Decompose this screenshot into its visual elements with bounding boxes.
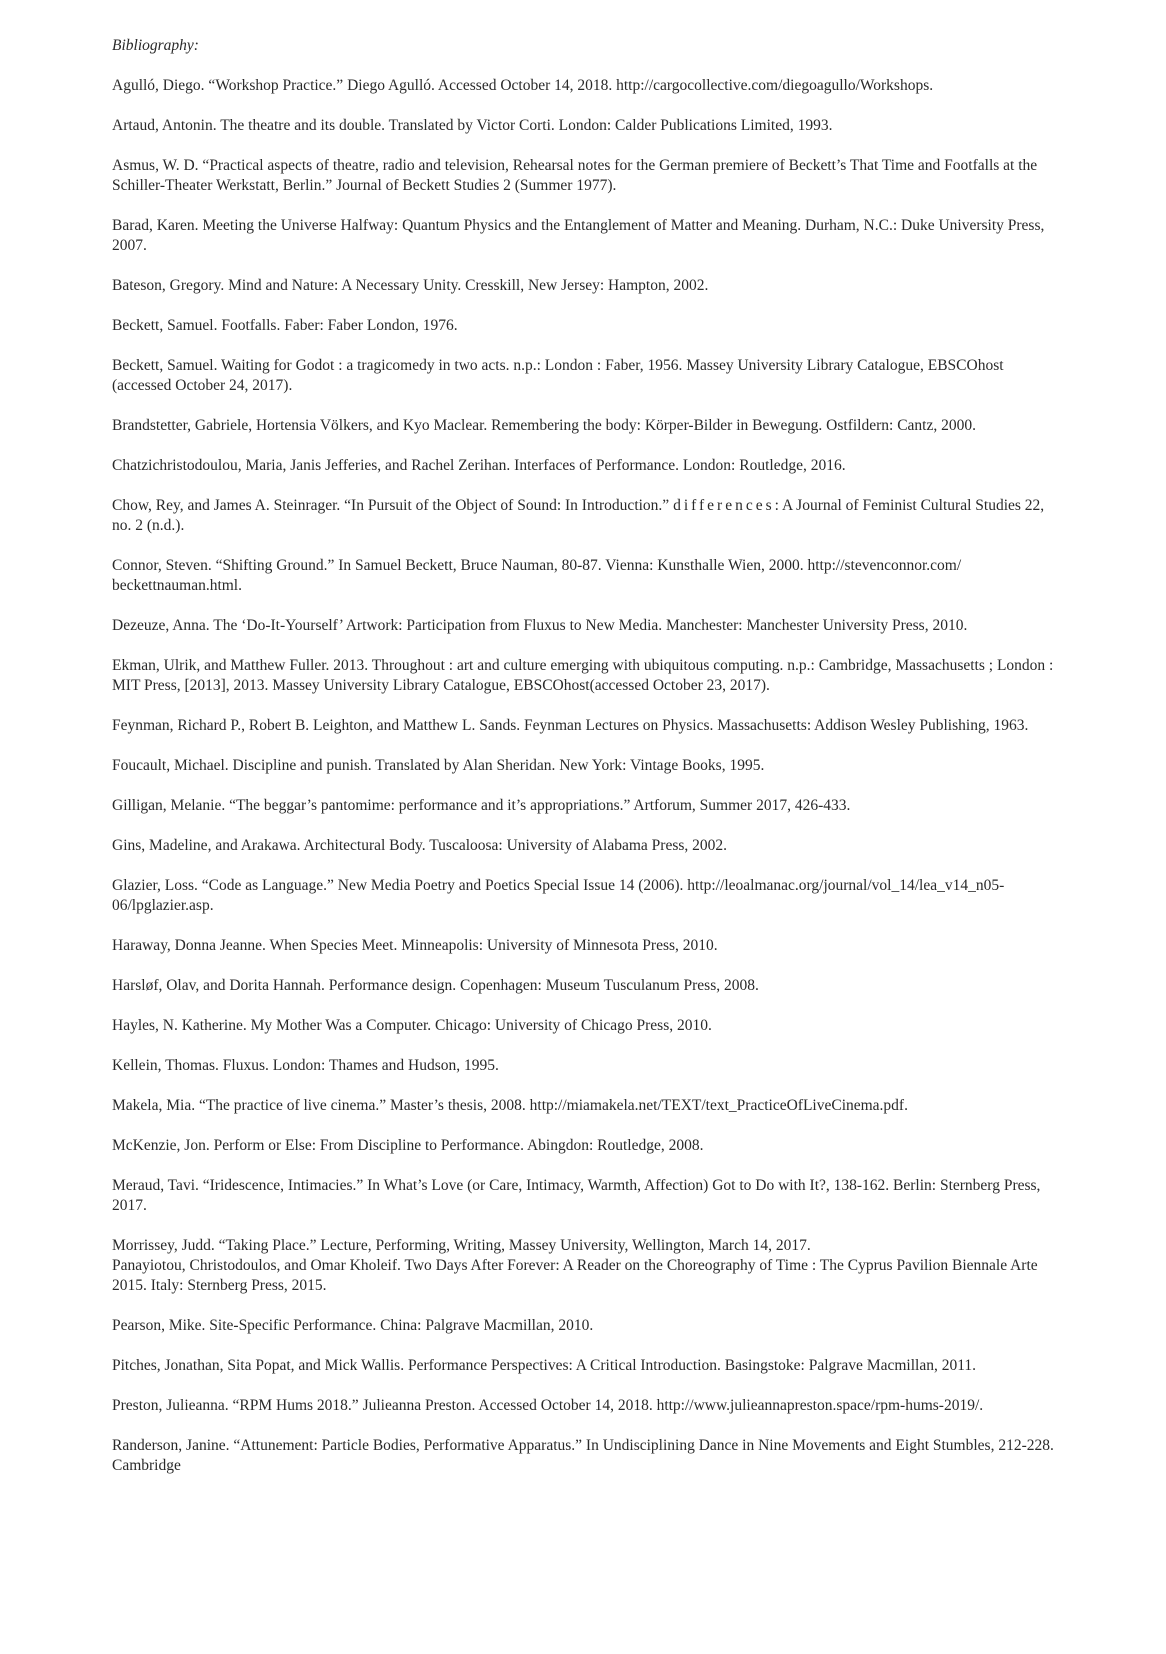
bibliography-entry: Agulló, Diego. “Workshop Practice.” Diego Agulló. Accessed October 14, 2018. http://cargocollective.com/diegoagullo/Workshops. bbox=[112, 77, 934, 94]
bibliography-entry: Glazier, Loss. “Code as Language.” New Media Poetry and Poetics Special Issue 14 (2006). http://leoalmanac.org/journal/vol_14/lea_v14_n05-06/lpglazier.asp. bbox=[112, 877, 1005, 914]
bibliography-entry: Feynman, Richard P., Robert B. Leighton, and Matthew L. Sands. Feynman Lectures on Physics. Massachusetts: Addison Wesley Publishing, 1963. bbox=[112, 717, 1029, 734]
bibliography-entry: Pearson, Mike. Site-Specific Performance. China: Palgrave Macmillan, 2010. bbox=[112, 1317, 594, 1334]
bibliography-heading: Bibliography: bbox=[112, 37, 199, 54]
bibliography-entry: Artaud, Antonin. The theatre and its double. Translated by Victor Corti. London: Calder Publications Limited, 1993. bbox=[112, 117, 833, 134]
bibliography-entry: McKenzie, Jon. Perform or Else: From Discipline to Performance. Abingdon: Routledge, 2008. bbox=[112, 1137, 704, 1154]
bibliography-entry: Chatzichristodoulou, Maria, Janis Jefferies, and Rachel Zerihan. Interfaces of Performance. London: Routledge, 2016. bbox=[112, 457, 846, 474]
bibliography-entry-chow bbox=[112, 496, 1062, 536]
bibliography-entry: Brandstetter, Gabriele, Hortensia Völkers, and Kyo Maclear. Remembering the body: Körper-Bilder in Bewegung. Ostfildern: Cantz, 2000. bbox=[112, 417, 976, 434]
bibliography-entry: Gins, Madeline, and Arakawa. Architectural Body. Tuscaloosa: University of Alabama Press, 2002. bbox=[112, 837, 728, 854]
bibliography-entry: Panayiotou, Christodoulos, and Omar Kholeif. Two Days After Forever: A Reader on the Choreography of Time : The Cyprus Pavilion Biennale Arte 2015. Italy: Sternberg Press, 2015. bbox=[112, 1257, 1038, 1294]
bibliography-entry: Kellein, Thomas. Fluxus. London: Thames and Hudson, 1995. bbox=[112, 1057, 499, 1074]
entry-text: Chow, Rey, and James A. Steinrager. “In Pursuit of the Object of Sound: In Introduction.” bbox=[112, 497, 674, 514]
bibliography-page bbox=[112, 36, 1062, 1496]
bibliography-entry: Preston, Julieanna. “RPM Hums 2018.” Julieanna Preston. Accessed October 14, 2018. http://www.julieannapreston.space/rpm-hums-2019/. bbox=[112, 1397, 984, 1414]
journal-title-spaced: differences bbox=[673, 497, 775, 514]
bibliography-entry: Randerson, Janine. “Attunement: Particle Bodies, Performative Apparatus.” In Undisciplining Dance in Nine Movements and Eight Stumbles, 212-228. Cambridge bbox=[112, 1437, 1054, 1474]
bibliography-entry: Beckett, Samuel. Footfalls. Faber: Faber London, 1976. bbox=[112, 317, 458, 334]
bibliography-entry: Asmus, W. D. “Practical aspects of theatre, radio and television, Rehearsal notes for the German premiere of Beckett’s That Time and Footfalls at the Schiller-Theater Werkstatt, Berlin.” Journal of Beckett Studies 2 (Summer 1977). bbox=[112, 157, 1038, 194]
bibliography-entry: Bateson, Gregory. Mind and Nature: A Necessary Unity. Cresskill, New Jersey: Hampton, 2002. bbox=[112, 277, 709, 294]
bibliography-entry: Hayles, N. Katherine. My Mother Was a Computer. Chicago: University of Chicago Press, 2010. bbox=[112, 1017, 712, 1034]
bibliography-entry: Foucault, Michael. Discipline and punish. Translated by Alan Sheridan. New York: Vintage Books, 1995. bbox=[112, 757, 765, 774]
bibliography-entry: Morrissey, Judd. “Taking Place.” Lecture, Performing, Writing, Massey University, Wellington, March 14, 2017. bbox=[112, 1237, 811, 1254]
bibliography-entry: Ekman, Ulrik, and Matthew Fuller. 2013. Throughout : art and culture emerging with ubiquitous computing. n.p.: Cambridge, Massachusetts ; London : MIT Press, [2013], 2013. Massey University Library Catalogue, EBSCOhost(accessed October 23, 2017). bbox=[112, 657, 1054, 694]
bibliography-entry: Pitches, Jonathan, Sita Popat, and Mick Wallis. Performance Perspectives: A Critical Introduction. Basingstoke: Palgrave Macmillan, 2011. bbox=[112, 1357, 977, 1374]
bibliography-entry: Makela, Mia. “The practice of live cinema.” Master’s thesis, 2008. http://miamakela.net/TEXT/text_PracticeOfLiveCinema.pdf. bbox=[112, 1097, 908, 1114]
bibliography-entry: Beckett, Samuel. Waiting for Godot : a tragicomedy in two acts. n.p.: London : Faber, 1956. Massey University Library Catalogue, EBSCOhost (accessed October 24, 2017). bbox=[112, 357, 1004, 394]
bibliography-entry: Dezeuze, Anna. The ‘Do-It-Yourself’ Artwork: Participation from Fluxus to New Media. Manchester: Manchester University Press, 2010. bbox=[112, 617, 968, 634]
bibliography-entry: Gilligan, Melanie. “The beggar’s pantomime: performance and it’s appropriations.” Artforum, Summer 2017, 426-433. bbox=[112, 797, 851, 814]
bibliography-entry: Meraud, Tavi. “Iridescence, Intimacies.” In What’s Love (or Care, Intimacy, Warmth, Affection) Got to Do with It?, 138-162. Berlin: Sternberg Press, 2017. bbox=[112, 1177, 1041, 1214]
entry-text: : A Journal of Feminist Cultural Studies 22, no. 2 (n.d.). bbox=[112, 497, 1045, 534]
bibliography-entry: Haraway, Donna Jeanne. When Species Meet. Minneapolis: University of Minnesota Press, 2010. bbox=[112, 937, 718, 954]
bibliography-entry: Harsløf, Olav, and Dorita Hannah. Performance design. Copenhagen: Museum Tusculanum Press, 2008. bbox=[112, 977, 759, 994]
bibliography-entry: Connor, Steven. “Shifting Ground.” In Samuel Beckett, Bruce Nauman, 80-87. Vienna: Kunsthalle Wien, 2000. http://stevenconnor.com/ beckettnauman.html. bbox=[112, 557, 962, 594]
bibliography-entry: Barad, Karen. Meeting the Universe Halfway: Quantum Physics and the Entanglement of Matter and Meaning. Durham, N.C.: Duke University Press, 2007. bbox=[112, 217, 1045, 254]
